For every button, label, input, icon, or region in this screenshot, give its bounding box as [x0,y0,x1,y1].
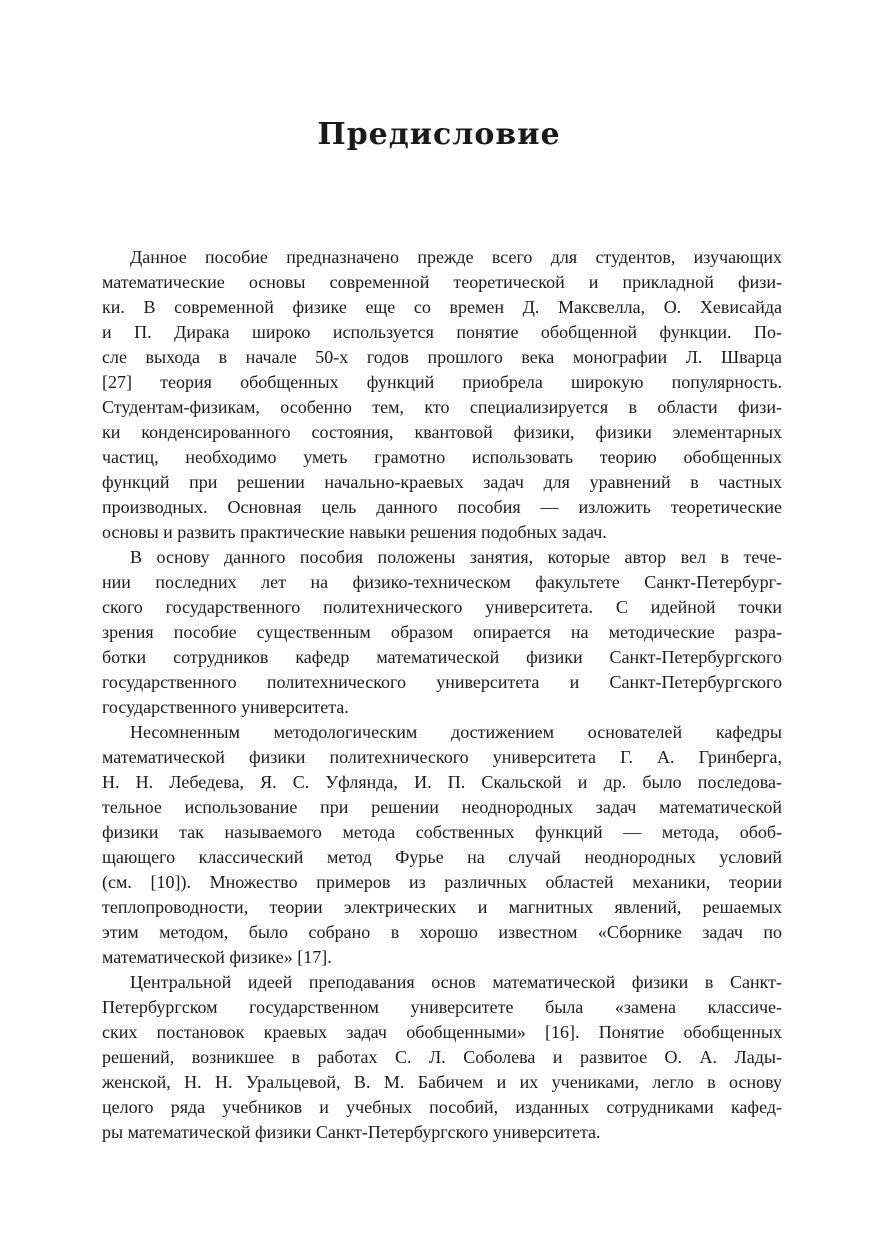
text-line: основы и развить практические навыки решения подобных задач. [102,522,607,542]
text-line: производных. Основная цель данного пособия — изложить теоретические [102,497,782,517]
text-line: Данное пособие предназначено прежде всего для студентов, изучающих [130,247,782,267]
text-line: физики так называемого метода собственных функций — метода, обоб- [102,822,782,842]
text-line: математической физике» [17]. [102,947,332,967]
text-line: (см. [10]). Множество примеров из различных областей механики, теории [102,872,782,892]
text-line: Петербургском государственном университете была «замена классиче- [102,997,782,1017]
text-line: ки конденсированного состояния, квантовой физики, физики элементарных [102,422,782,442]
text-line: Н. Н. Лебедева, Я. С. Уфлянда, И. П. Скальской и др. было последова- [102,772,782,792]
text-line: ки. В современной физике еще со времен Д. Максвелла, О. Хевисайда [102,297,782,317]
text-line: тельное использование при решении неоднородных задач математической [102,797,782,817]
text-line: ских постановок краевых задач обобщенными» [16]. Понятие обобщенных [102,1022,782,1042]
text-line: государственного университета. [102,697,349,717]
text-line: ры математической физики Санкт-Петербургского университета. [102,1122,601,1142]
text-line: ботки сотрудников кафедр математической физики Санкт-Петербургского [102,647,782,667]
text-line: этим методом, было собрано в хорошо известном «Сборнике задач по [102,922,782,942]
text-line: математические основы современной теоретической и прикладной физи- [102,272,782,292]
text-line: женской, Н. Н. Уральцевой, В. М. Бабичем и их учениками, легло в основу [102,1072,782,1092]
text-line: зрения пособие существенным образом опирается на методические разра- [102,622,782,642]
text-line: сле выхода в начале 50-х годов прошлого века монографии Л. Шварца [102,347,782,367]
text-line: В основу данного пособия положены занятия, которые автор вел в тече- [130,547,782,567]
text-line: Студентам-физикам, особенно тем, кто специализируется в области физи- [102,397,782,417]
text-line: Центральной идеей преподавания основ математической физики в Санкт- [130,972,782,992]
text-line: щающего классический метод Фурье на случай неоднородных условий [102,847,782,867]
text-line: государственного политехнического университета и Санкт-Петербургского [102,672,782,692]
text-line: частиц, необходимо уметь грамотно использовать теорию обобщенных [102,447,782,467]
text-line: решений, возникшее в работах С. Л. Соболева и развитое О. А. Лады- [102,1047,782,1067]
text-line: нии последних лет на физико-техническом факультете Санкт-Петербург- [102,572,782,592]
text-line: Несомненным методологическим достижением основателей кафедры [130,722,782,742]
text-line: теплопроводности, теории электрических и магнитных явлений, решаемых [102,897,782,917]
text-line: целого ряда учебников и учебных пособий, изданных сотрудниками кафед- [102,1097,782,1117]
text-line: и П. Дирака широко используется понятие обобщенной функции. По- [102,322,782,342]
text-line: математической физики политехнического университета Г. А. Гринберга, [102,747,782,767]
text-line: функций при решении начально-краевых задач для уравнений в частных [102,472,782,492]
text-line: ского государственного политехнического университета. С идейной точки [102,597,782,617]
page-title: Предисловие [317,117,561,152]
text-line: [27] теория обобщенных функций приобрела широкую популярность. [102,372,782,392]
preface-body [102,245,782,1145]
